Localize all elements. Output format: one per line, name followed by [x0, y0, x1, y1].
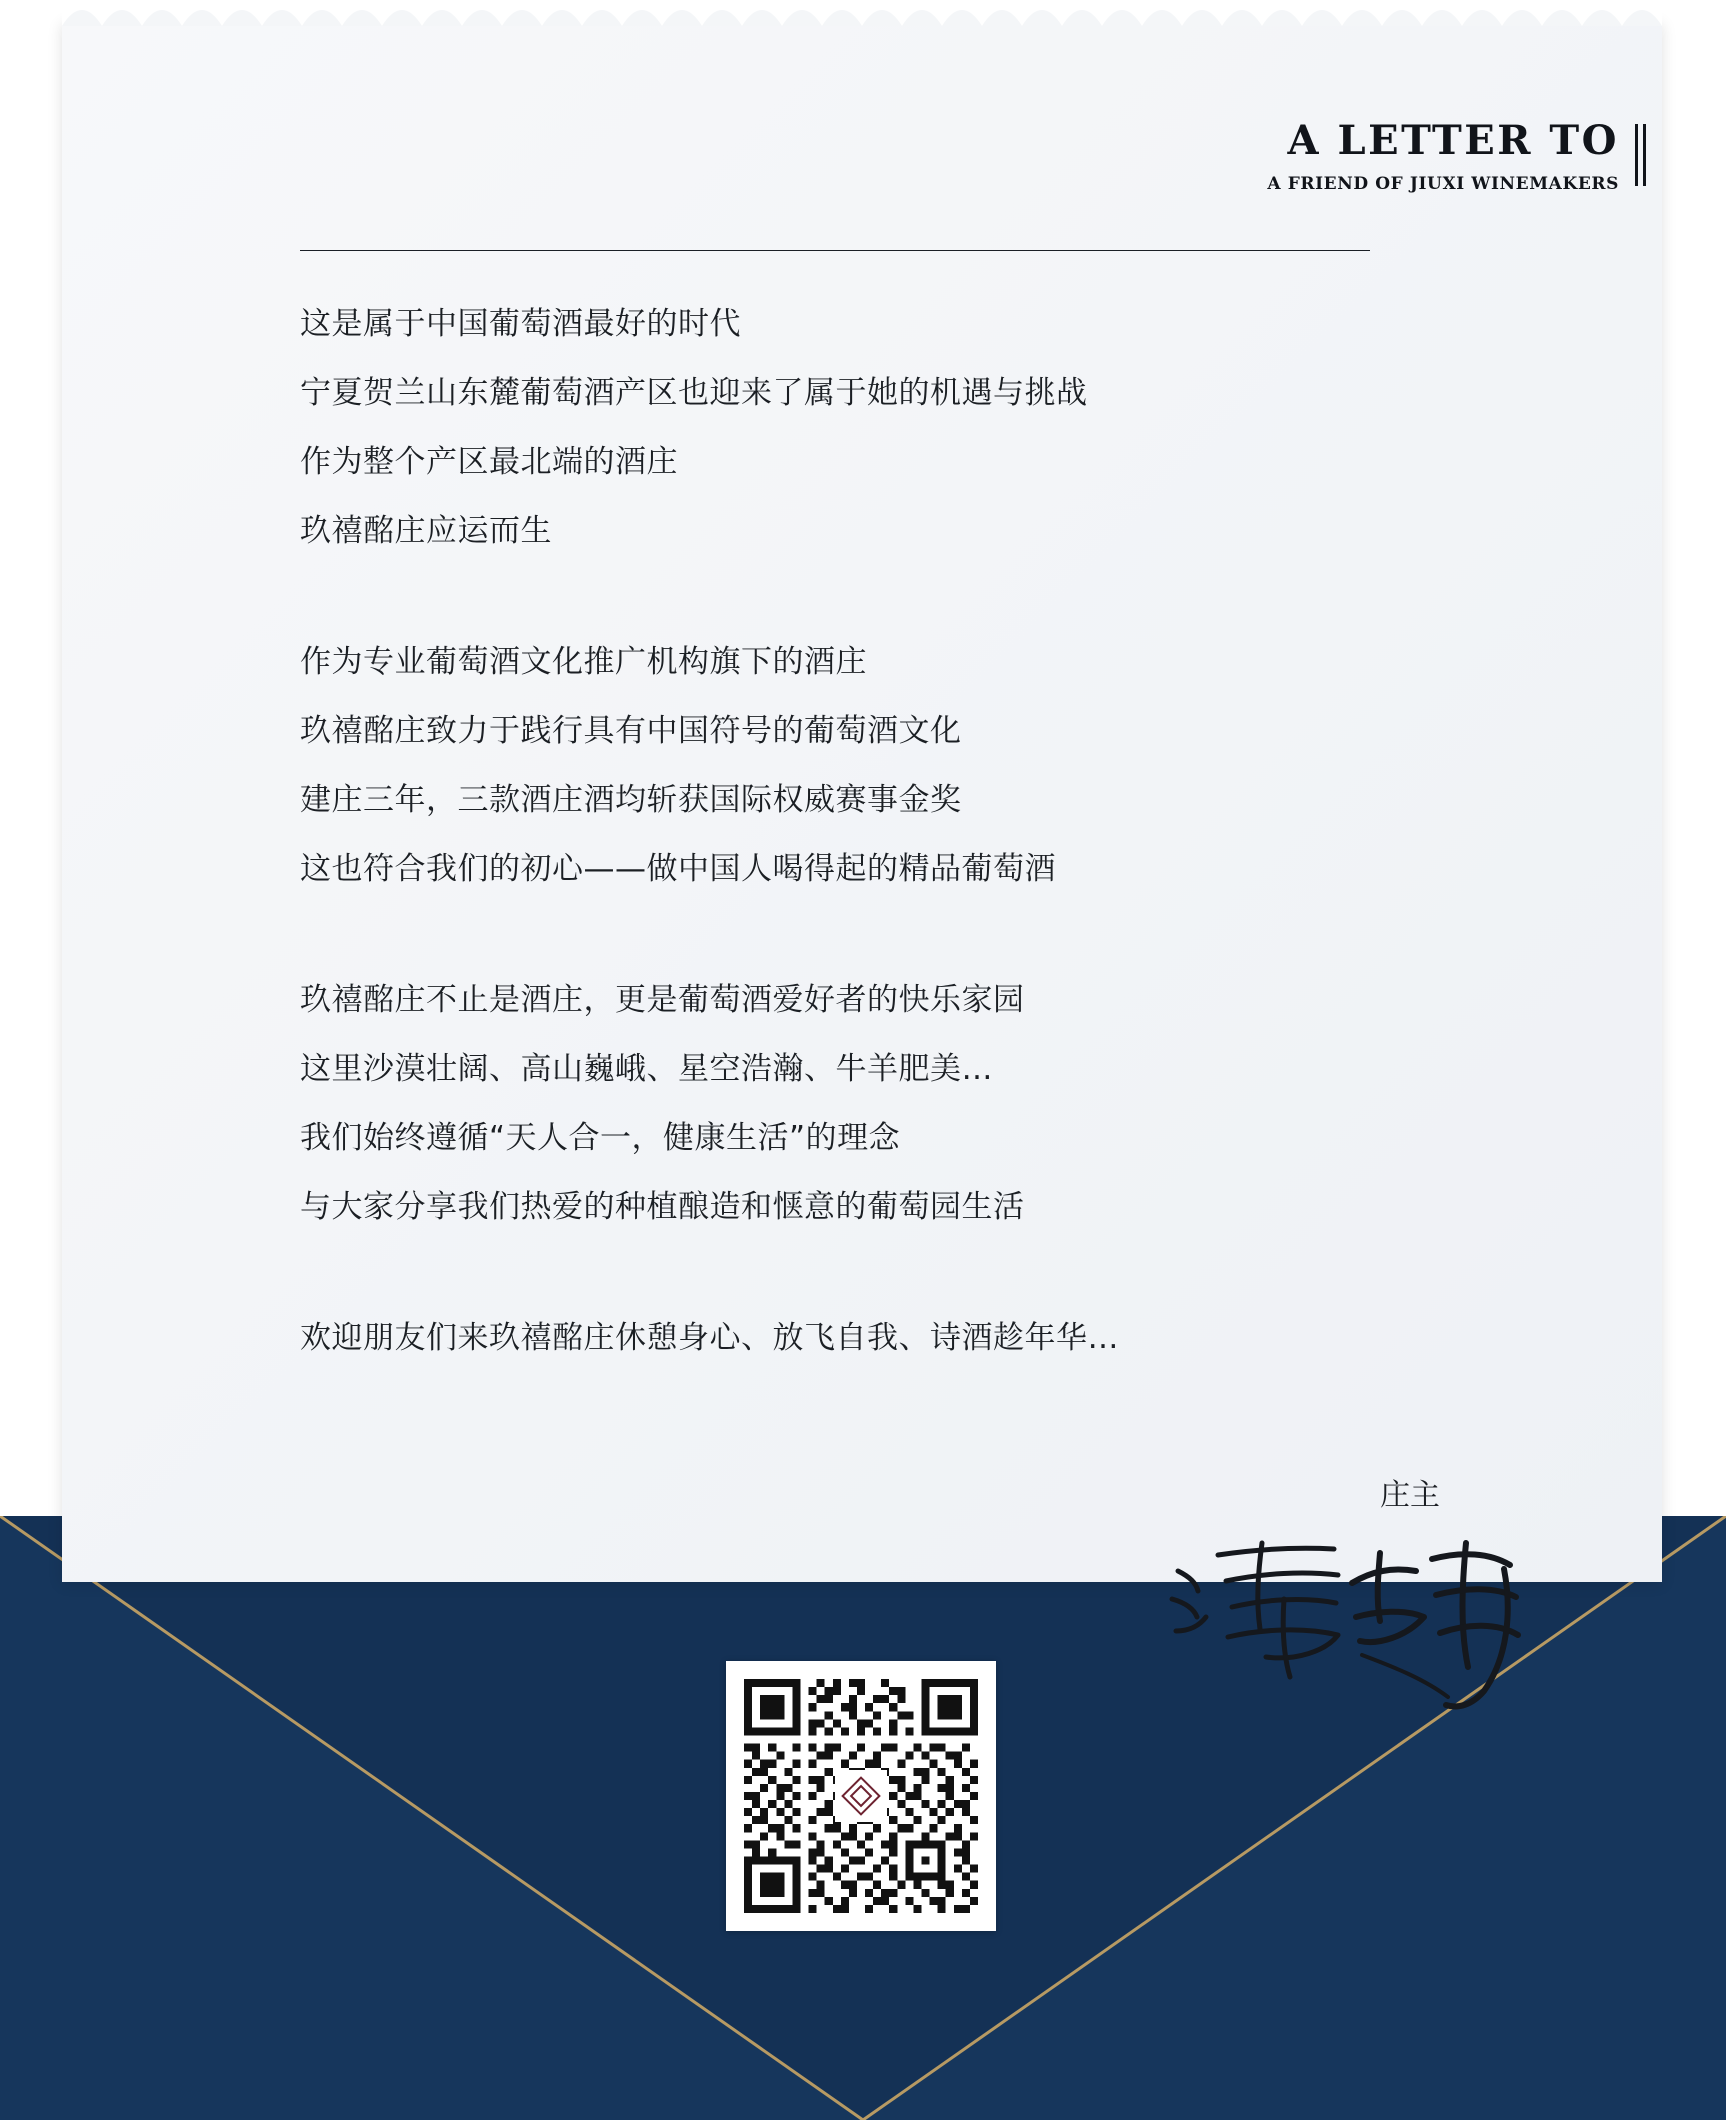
paper-scalloped-edge: [62, 0, 1662, 26]
page-title: A LETTER TO: [1287, 117, 1619, 164]
letter-line: 建庄三年，三款酒庄酒均斩获国际权威赛事金奖: [300, 782, 962, 818]
letter-line: 作为专业葡萄酒文化推广机构旗下的酒庄: [300, 644, 867, 680]
paragraph: [300, 290, 1440, 566]
letter-line: 玖禧酩庄应运而生: [300, 513, 552, 549]
signature-label: 庄主: [1380, 1478, 1440, 1513]
handwritten-signature: [1166, 1525, 1526, 1715]
letter-line: 玖禧酩庄不止是酒庄，更是葡萄酒爱好者的快乐家园: [300, 982, 1025, 1018]
letter-body: [300, 290, 1440, 1373]
diamond-icon: [835, 1770, 887, 1822]
letter-line: 玖禧酩庄致力于践行具有中国符号的葡萄酒文化: [300, 713, 962, 749]
qr-code-card[interactable]: [726, 1661, 996, 1931]
header-divider: [300, 250, 1370, 251]
page-subtitle: A FRIEND OF JIUXI WINEMAKERS: [1267, 174, 1619, 194]
letter-line: 欢迎朋友们来玖禧酩庄休憩身心、放飞自我、诗酒趁年华…: [300, 1320, 1119, 1356]
letter-line: 我们始终遵循“天人合一，健康生活”的理念: [300, 1120, 901, 1156]
letter-line: 这是属于中国葡萄酒最好的时代: [300, 306, 741, 342]
paragraph: [300, 1304, 1440, 1373]
paragraph: [300, 966, 1440, 1242]
letter-line: 作为整个产区最北端的酒庄: [300, 444, 678, 480]
letter-line: 这也符合我们的初心——做中国人喝得起的精品葡萄酒: [300, 851, 1056, 887]
paragraph: [300, 628, 1440, 904]
letter-line: 宁夏贺兰山东麓葡萄酒产区也迎来了属于她的机遇与挑战: [300, 375, 1088, 411]
header-double-bar-ornament: [1635, 120, 1646, 194]
letter-line: 这里沙漠壮阔、高山巍峨、星空浩瀚、牛羊肥美…: [300, 1051, 993, 1087]
diamond-icon-svg: [839, 1774, 883, 1818]
letter-header: [766, 117, 1646, 194]
letter-line: 与大家分享我们热爱的种植酿造和惬意的葡萄园生活: [300, 1189, 1025, 1225]
